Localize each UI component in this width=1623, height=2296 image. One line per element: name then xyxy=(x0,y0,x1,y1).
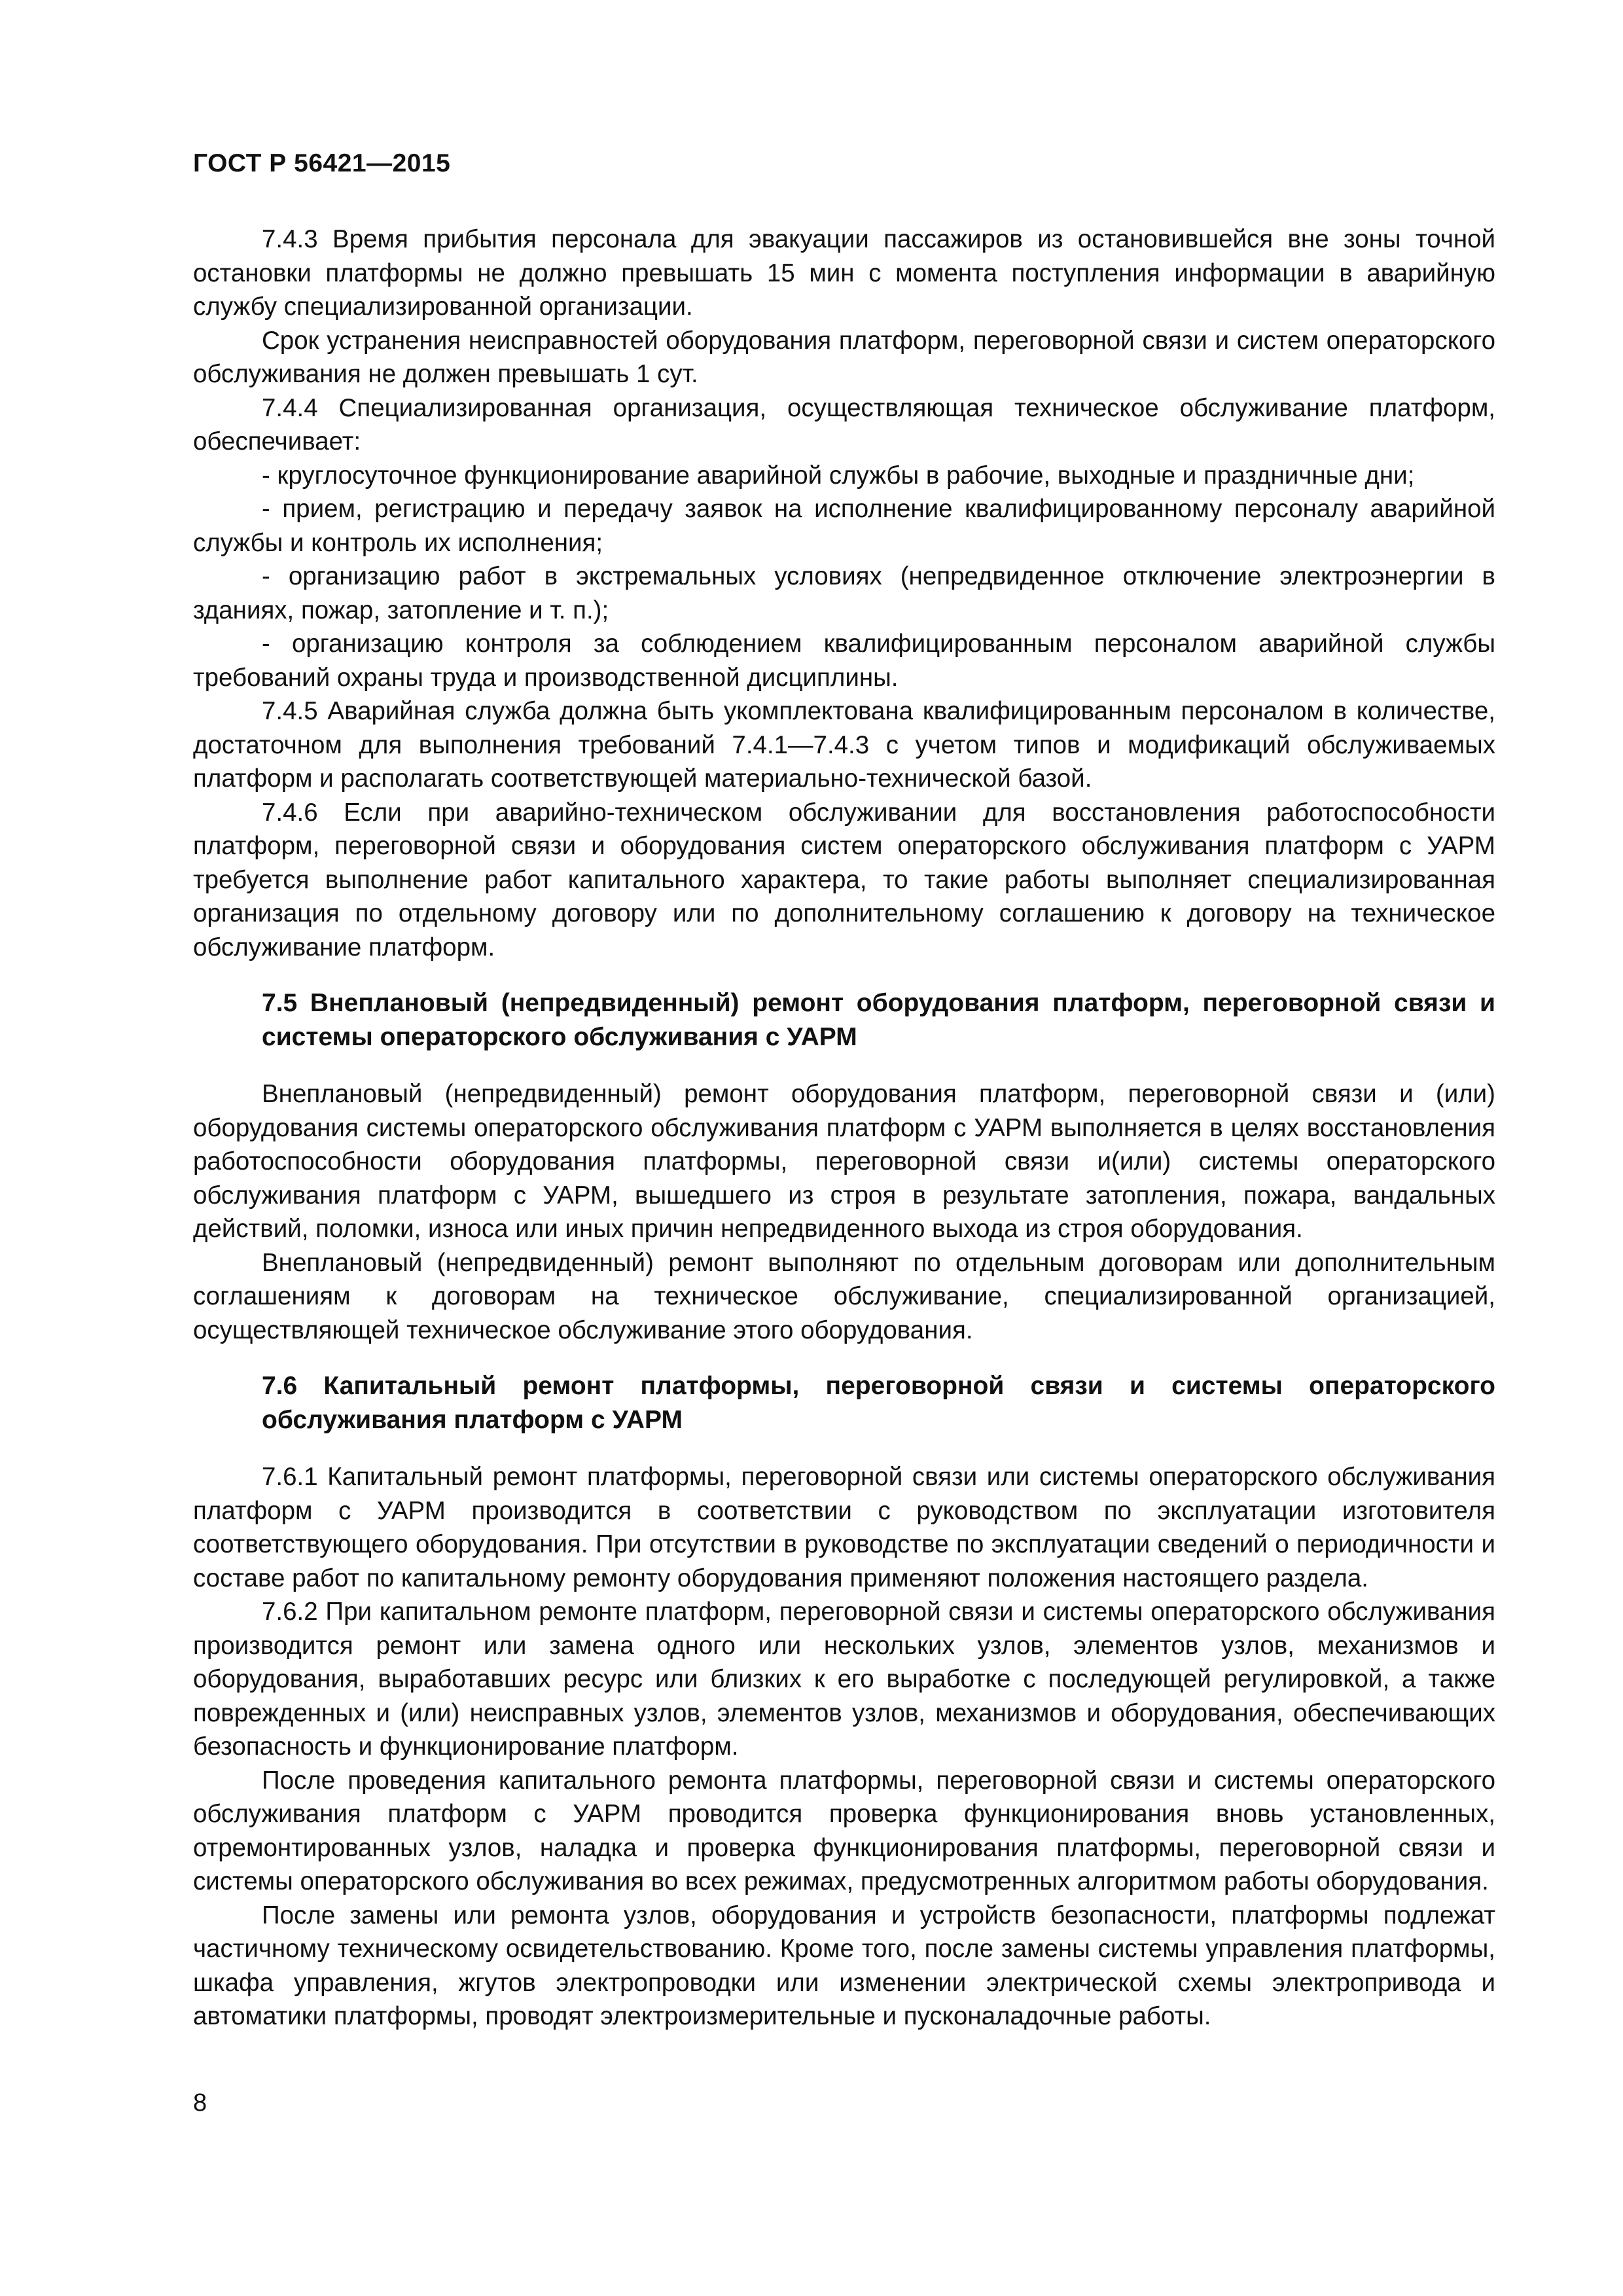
section-heading-7-6: 7.6 Капитальный ремонт платформы, переговорной связи и системы операторского обслуживания платформ с УАРМ xyxy=(262,1372,1495,1434)
list-item: - круглосуточное функционирование аварийной службы в рабочие, выходные и праздничные дни; xyxy=(262,461,1415,490)
paragraph-7-4-6: 7.4.6 Если при аварийно-техническом обслуживании для восстановления работоспособности платформ, переговорной связи и оборудования систем операторского обслуживания платформ с УАРМ требуется выполнение работ капитального характера, то такие работы выполняет специализированная организация по отдельному договору или по дополнительному соглашению к договору на техническое обслуживание платформ. xyxy=(193,798,1495,961)
paragraph-after-repair: После проведения капитального ремонта платформы, переговорной связи и системы операторского обслуживания платформ с УАРМ проводится проверка функционирования вновь установленных, отремонтированных узлов, наладка и проверка функционирования платформы, переговорной связи и системы операторского обслуживания во всех режимах, предусмотренных алгоритмом работы оборудования. xyxy=(193,1766,1495,1895)
paragraph-7-5-a: Внеплановый (непредвиденный) ремонт оборудования платформ, переговорной связи и (или) оборудования системы операторского обслуживания платформ с УАРМ выполняется в целях восстановления работоспособности оборудования платформы, переговорной связи и(или) системы операторского обслуживания платформ с УАРМ, вышедшего из строя в результате затопления, пожара, вандальных действий, поломки, износа или иных причин непредвиденного выхода из строя оборудования. xyxy=(193,1080,1495,1243)
paragraph-7-4-5: 7.4.5 Аварийная служба должна быть укомплектована квалифицированным персоналом в количестве, достаточном для выполнения требований 7.4.1—7.4.3 с учетом типов и модификаций обслуживаемых платформ и располагать соответствующей материально-технической базой. xyxy=(193,697,1495,793)
list-item: - прием, регистрацию и передачу заявок на исполнение квалифицированному персоналу аварийной службы и контроль их исполнения; xyxy=(193,495,1495,557)
paragraph-7-4-4: 7.4.4 Специализированная организация, осуществляющая техническое обслуживание платформ, обеспечивает: xyxy=(193,393,1495,456)
standard-header: ГОСТ Р 56421—2015 xyxy=(193,149,451,177)
page-number: 8 xyxy=(193,2089,207,2117)
section-heading-7-5: 7.5 Внеплановый (непредвиденный) ремонт оборудования платформ, переговорной связи и системы операторского обслуживания с УАРМ xyxy=(262,989,1495,1051)
paragraph-repair-term: Срок устранения неисправностей оборудования платформ, переговорной связи и систем операторского обслуживания не должен превышать 1 сут. xyxy=(193,326,1495,388)
paragraph-7-6-1: 7.6.1 Капитальный ремонт платформы, переговорной связи или системы операторского обслуживания платформ с УАРМ производится в соответствии с руководством по эксплуатации изготовителя соответствующего оборудования. При отсутствии в руководстве по эксплуатации сведений о периодичности и составе работ по капитальному ремонту оборудования применяют положения настоящего раздела. xyxy=(193,1463,1495,1592)
paragraph-7-6-2: 7.6.2 При капитальном ремонте платформ, переговорной связи и системы операторского обслуживания производится ремонт или замена одного или нескольких узлов, элементов узлов, механизмов и оборудования, выработавших ресурс или близких к его выработке с последующей регулировкой, а также поврежденных и (или) неисправных узлов, элементов узлов, механизмов и оборудования, обеспечивающих безопасность и функционирование платформ. xyxy=(193,1598,1495,1761)
document-body xyxy=(193,223,1495,2034)
paragraph-7-5-b: Внеплановый (непредвиденный) ремонт выполняют по отдельным договорам или дополнительным соглашениям к договорам на техническое обслуживание, специализированной организацией, осуществляющей техническое обслуживание этого оборудования. xyxy=(193,1248,1495,1344)
paragraph-7-4-3: 7.4.3 Время прибытия персонала для эвакуации пассажиров из остановившейся вне зоны точной остановки платформы не должно превышать 15 мин с момента поступления информации в аварийную службу специализированной организации. xyxy=(193,225,1495,321)
list-item: - организацию работ в экстремальных условиях (непредвиденное отключение электроэнергии в зданиях, пожар, затопление и т. п.); xyxy=(193,562,1495,624)
paragraph-after-replace: После замены или ремонта узлов, оборудования и устройств безопасности, платформы подлежат частичному техническому освидетельствованию. Кроме того, после замены системы управления платформы, шкафа управления, жгутов электропроводки или изменении электрической схемы электропривода и автоматики платформы, проводят электроизмерительные и пусконаладочные работы. xyxy=(193,1901,1495,2030)
list-item: - организацию контроля за соблюдением квалифицированным персоналом аварийной службы требований охраны труда и производственной дисциплины. xyxy=(193,630,1495,692)
